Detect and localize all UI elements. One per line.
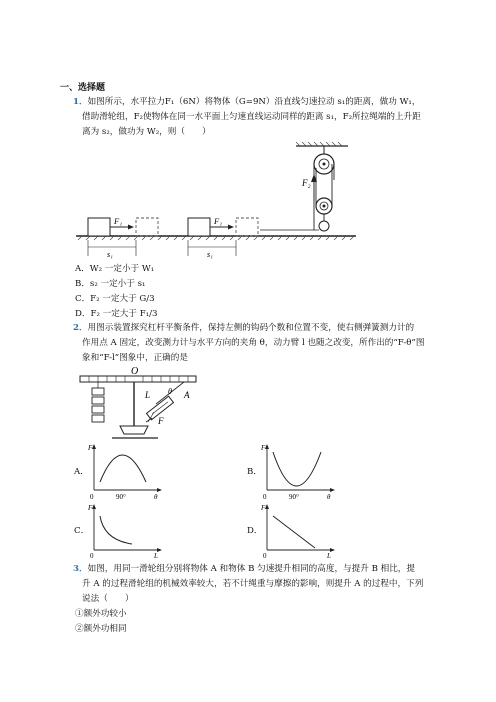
q1-option-d[interactable]: D．F₂ 一定大于 F₁/3	[75, 309, 158, 319]
q3-line1: 3．如图，用同一滑轮组分别将物体 A 和物体 B 匀速提升相同的高度，与提升 B 相比，提	[73, 564, 415, 574]
block-end-1	[136, 218, 158, 236]
f1b-arrow-icon	[228, 225, 234, 230]
q2-line3: 象和“F-l”图象中，正确的是	[82, 353, 188, 363]
svg-text:θ: θ	[327, 493, 331, 501]
svg-text:L: L	[327, 552, 331, 560]
lever-stand	[120, 426, 148, 434]
svg-text:0: 0	[90, 493, 94, 501]
q1-option-c[interactable]: C．F₂ 一定大于 G/3	[75, 294, 155, 304]
q3-line3: 说法（ ）	[82, 594, 134, 604]
q3-item-1: ①额外功较小	[75, 609, 127, 619]
q3-number: 3．	[73, 564, 88, 574]
q1-figure	[76, 140, 356, 262]
svg-text:90°: 90°	[289, 493, 299, 501]
line-d	[273, 516, 315, 548]
q1-option-b[interactable]: B．s₂ 一定小于 s₁	[75, 279, 146, 289]
angle-theta-label: θ	[168, 387, 172, 396]
q3-item-2: ②额外功相同	[75, 624, 127, 634]
force-f-label: F	[158, 416, 164, 426]
svg-text:L: L	[154, 552, 158, 560]
q1-line2: 借助滑轮组，F₂使物体在同一水平面上匀速直线运动同样的距离 s₁，F₂所拉绳端的上升距	[82, 112, 421, 122]
q2-number: 2．	[73, 323, 88, 333]
q2-graph-c[interactable]	[86, 502, 166, 560]
pivot-o-label: O	[131, 366, 139, 377]
q1-line3: 离为 s₂，做功为 W₂，则（ ）	[82, 127, 211, 137]
q2-option-a[interactable]: A．	[74, 467, 89, 477]
q2-graph-b[interactable]	[259, 442, 339, 502]
q1-line1: 1．如图所示，水平拉力F₁（6N）将物体（G=9N）沿直线匀速拉动 s₁的距离，做功 W₁，	[73, 97, 421, 107]
q1-number: 1．	[73, 97, 88, 107]
svg-text:θ: θ	[154, 493, 158, 501]
q3-line2: 升 A 的过程滑轮组的机械效率较大，若不计绳重与摩擦的影响，则提升 A 的过程中，下列	[82, 579, 424, 589]
point-a-label: A	[184, 390, 190, 400]
svg-text:F: F	[261, 444, 266, 452]
arm-l-label: L	[145, 390, 151, 400]
curve-a	[100, 455, 146, 482]
q2-lever-figure	[72, 364, 222, 444]
hook-weights	[92, 415, 104, 422]
curve-c	[100, 516, 132, 544]
q1-option-a[interactable]: A．W₂ 一定小于 W₁	[75, 264, 155, 274]
q2-option-c[interactable]: C．	[74, 526, 90, 536]
q2-option-d[interactable]: D．	[247, 526, 263, 536]
block-start-1	[88, 218, 110, 236]
q2-option-b[interactable]: B．	[247, 467, 262, 477]
block-start-2	[188, 218, 210, 236]
f1-arrow-icon	[128, 225, 134, 230]
q2-graph-a[interactable]	[86, 442, 166, 502]
s1-label: s₁	[107, 250, 113, 259]
svg-text:0: 0	[263, 552, 267, 560]
block-end-2	[236, 218, 258, 236]
q2-graph-d[interactable]	[259, 502, 339, 560]
svg-text:F: F	[88, 504, 93, 512]
curve-b	[273, 452, 321, 486]
svg-text:90°: 90°	[116, 493, 126, 501]
f1-label: F₁	[114, 216, 123, 226]
s1b-label: s₁	[207, 250, 213, 259]
f1b-label: F₁	[214, 216, 223, 226]
svg-text:0: 0	[90, 552, 94, 560]
q2-line2: 作用点 A 固定，改变测力计与水平方向的夹角 θ，动力臂 l 也随之改变，所作出的“F-θ”图	[82, 338, 425, 348]
q2-line1: 2．用图示装置探究杠杆平衡条件，保持左侧的钩码个数和位置不变，使右侧弹簧测力计的	[73, 323, 415, 333]
svg-text:0: 0	[263, 493, 267, 501]
svg-text:F: F	[261, 504, 266, 512]
svg-text:F: F	[88, 444, 93, 452]
f2-label: F₂	[302, 178, 311, 188]
section-title: 一、选择题	[60, 83, 106, 93]
